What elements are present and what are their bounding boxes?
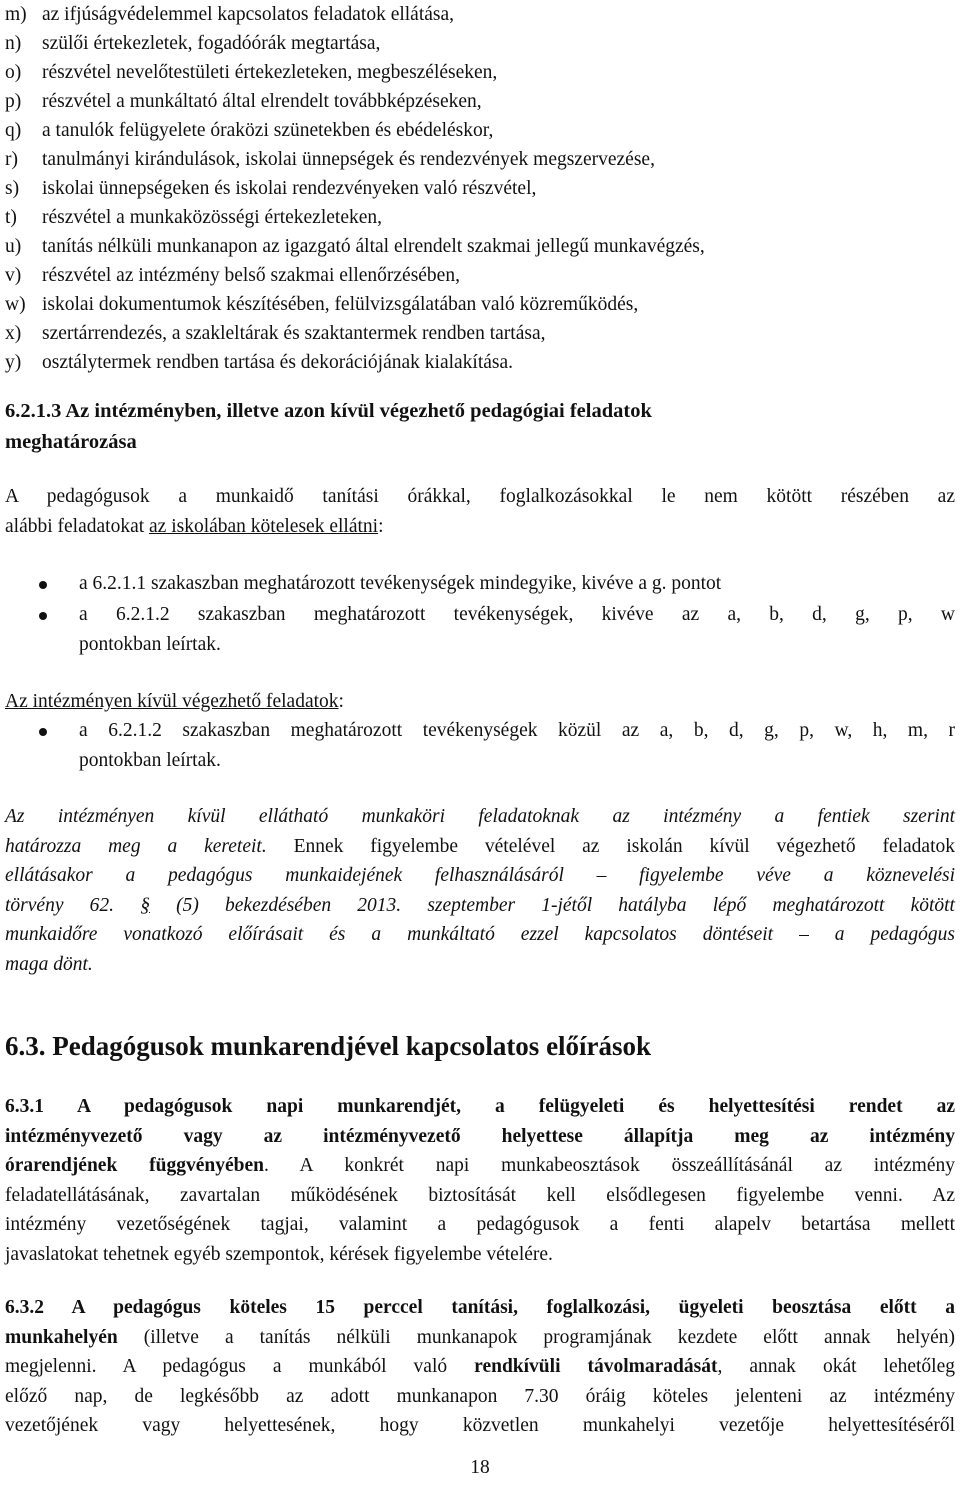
section-heading-6-3: 6.3. Pedagógusok munkarendjével kapcsolatos előírások <box>5 1031 652 1061</box>
list-item: n) szülői értekezletek, fogadóórák megtartása, <box>5 33 381 54</box>
list-item: q) a tanulók felügyelete óraközi szünetekben és ebédeléskor, <box>5 120 494 141</box>
bullet-item: a 6.2.1.2 szakaszban meghatározott tevékenységek, kivéve az a, b, d, g, p, w pontokban leírtak. <box>39 600 955 659</box>
intro-paragraph: A pedagógusok a munkaidő tanítási órákkal, foglalkozásokkal le nem kötött részében az alábbi feladatokat az iskolában kötelesek ellátni: <box>5 486 955 537</box>
list-item: m) az ifjúságvédelemmel kapcsolatos feladatok ellátása, <box>5 4 455 25</box>
paragraph-6-3-2: 6.3.2 A pedagógus köteles 15 perccel tanítási, foglalkozási, ügyeleti beosztása előtt a munkahelyén (illetve a tanítás nélküli munkanapok programjának kezdete előtt annak helyén) megjelenni. A pedagógus a munkából való rendkívüli távolmaradását, annak okát lehetőleg előző nap, de legkésőbb az adott munkanapon 7.30 óráig köteles jelenteni az intézmény vezetőjének vagy helyettesének, hogy közvetlen munkahelyi vezetője helyettesítéséről <box>5 1297 955 1436</box>
outside-tasks-heading: Az intézményen kívül végezhető feladatok: <box>5 691 344 712</box>
list-item: u) tanítás nélküli munkanapon az igazgató által elrendelt szakmai jellegű munkavégzés, <box>5 236 705 257</box>
bullet-icon <box>39 728 47 736</box>
list-item: s) iskolai ünnepségeken és iskolai rendezvényeken való részvétel, <box>5 178 537 199</box>
duty-list <box>5 0 955 377</box>
section-heading-6-2-1-3: 6.2.1.3 Az intézményben, illetve azon kívül végezhető pedagógiai feladatok meghatározása <box>5 400 652 453</box>
bullet-icon <box>39 612 47 620</box>
list-item: w) iskolai dokumentumok készítésében, felülvizsgálatában való közreműködés, <box>5 294 639 315</box>
list-item: x) szertárrendezés, a szakleltárak és szaktantermek rendben tartása, <box>5 323 546 344</box>
list-item: p) részvétel a munkáltató által elrendelt továbbképzéseken, <box>5 91 482 112</box>
list-item: o) részvétel nevelőtestületi értekezleteken, megbeszéléseken, <box>5 62 498 83</box>
list-item: v) részvétel az intézmény belső szakmai ellenőrzésében, <box>5 265 460 286</box>
page-number: 18 <box>470 1457 490 1478</box>
paragraph-6-3-1: 6.3.1 A pedagógusok napi munkarendjét, a felügyeleti és helyettesítési rendet az intézményvezető vagy az intézményvezető helyettese állapítja meg az intézmény órarendjének függvényében. A konkrét napi munkabeosztások összeállításánál az intézmény feladatellátásának, zavartalan működésének biztosítását kell elsődlegesen figyelembe venni. Az intézmény vezetőségének tagjai, valamint a pedagógusok a fenti alapelv betartása mellett javaslatokat tehetnek egyéb szempontok, kérések figyelembe vételére. <box>5 1096 956 1265</box>
bullet-item: a 6.2.1.1 szakaszban meghatározott tevékenységek mindegyike, kivéve a g. pontot <box>39 569 955 599</box>
list-item: y) osztálytermek rendben tartása és dekorációjának kialakítása. <box>5 352 514 373</box>
list-item: t) részvétel a munkaközösségi értekezleteken, <box>5 207 383 228</box>
bullet-item: a 6.2.1.2 szakaszban meghatározott tevékenységek közül az a, b, d, g, p, w, h, m, r pontokban leírtak. <box>39 716 955 775</box>
outside-duties-paragraph: Az intézményen kívül ellátható munkaköri feladatoknak az intézmény a fentiek szerint határozza meg a kereteit. Ennek figyelembe vételével az iskolán kívül végezhető feladatok ellátásakor a pedagógus munkaidejének felhasználásáról – figyelembe véve a köznevelési törvény 62. § (5) bekezdésében 2013. szeptember 1-jétől hatályba lépő meghatározott kötött munkaidőre vonatkozó előírásait és a munkáltató ezzel kapcsolatos döntéseit – a pedagógus maga dönt. <box>5 806 955 975</box>
list-item: r) tanulmányi kirándulások, iskolai ünnepségek és rendezvények megszervezése, <box>5 149 655 170</box>
bullet-icon <box>39 581 47 589</box>
